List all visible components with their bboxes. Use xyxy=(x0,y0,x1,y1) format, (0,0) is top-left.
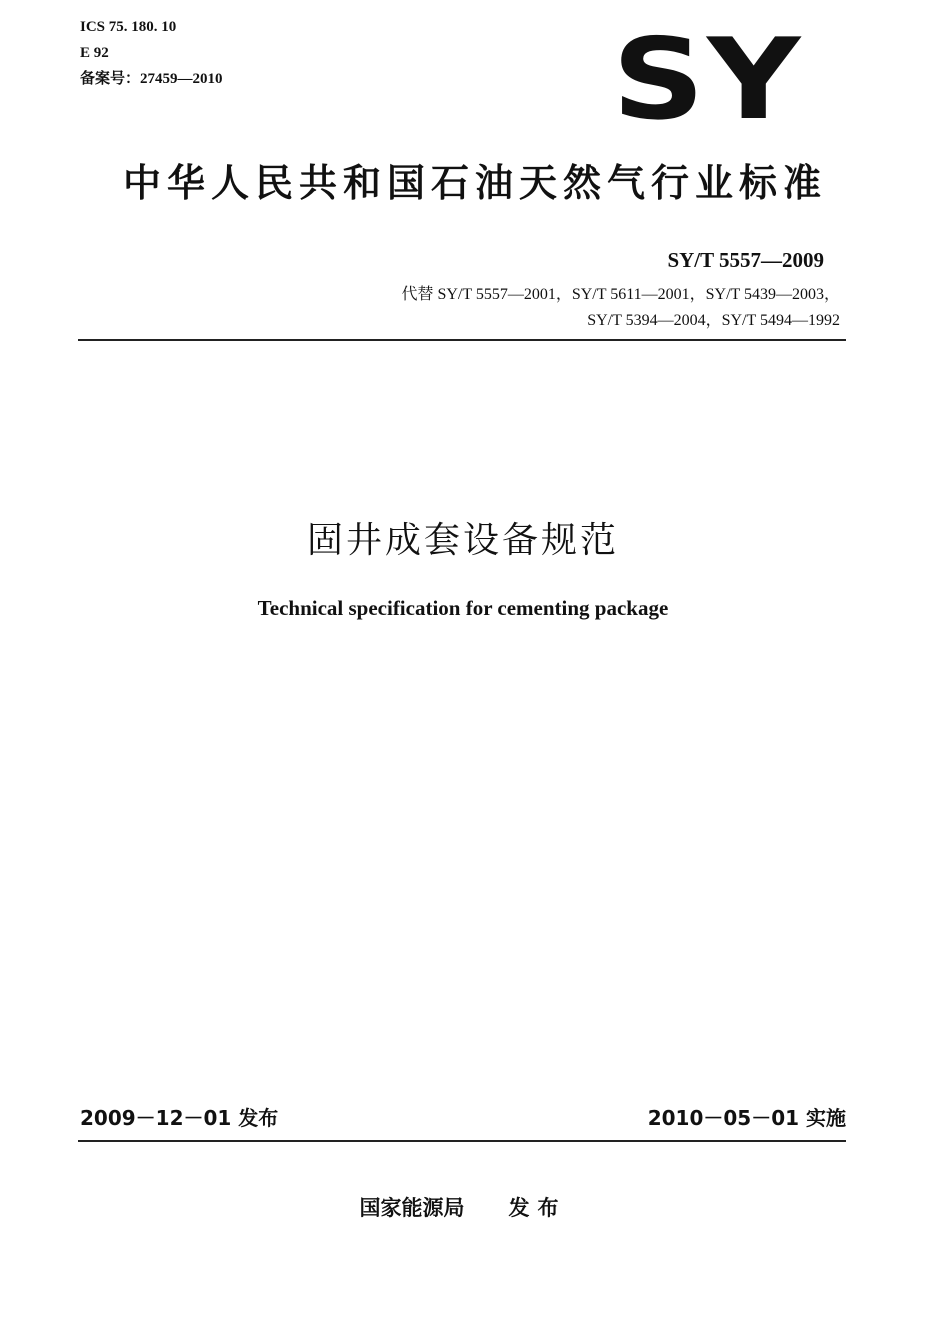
issuer-name: 国家能源局 xyxy=(359,1196,465,1220)
document-title-english: Technical specification for cementing package xyxy=(257,596,669,620)
standard-metadata xyxy=(80,14,223,92)
filing-number: 备案号：27459—2010 xyxy=(80,71,223,87)
document-title-chinese: 固井成套设备规范 xyxy=(306,520,619,561)
replaced-standards xyxy=(401,282,840,334)
implementation-date: 2010－05－01 实施 xyxy=(647,1106,846,1130)
classification-code: E 92 xyxy=(80,45,109,61)
issuing-authority xyxy=(0,1192,926,1222)
industry-standard-title: 中华人民共和国石油天然气行业标准 xyxy=(122,161,827,205)
issue-date: 2009－12－01 发布 xyxy=(80,1106,279,1130)
bottom-divider xyxy=(78,1140,846,1142)
ics-code: ICS 75. 180. 10 xyxy=(80,19,177,35)
top-divider xyxy=(78,339,846,341)
standard-code: SY/T 5557—2009 xyxy=(667,248,824,272)
sy-logo: SY xyxy=(612,15,803,145)
issuer-action: 发布 xyxy=(508,1196,567,1220)
replaced-standards-line-1: 代替 SY/T 5557—2001，SY/T 5611—2001，SY/T 5439—2003， xyxy=(401,286,840,303)
replaced-standards-line-2: SY/T 5394—2004，SY/T 5494—1992 xyxy=(587,312,840,329)
